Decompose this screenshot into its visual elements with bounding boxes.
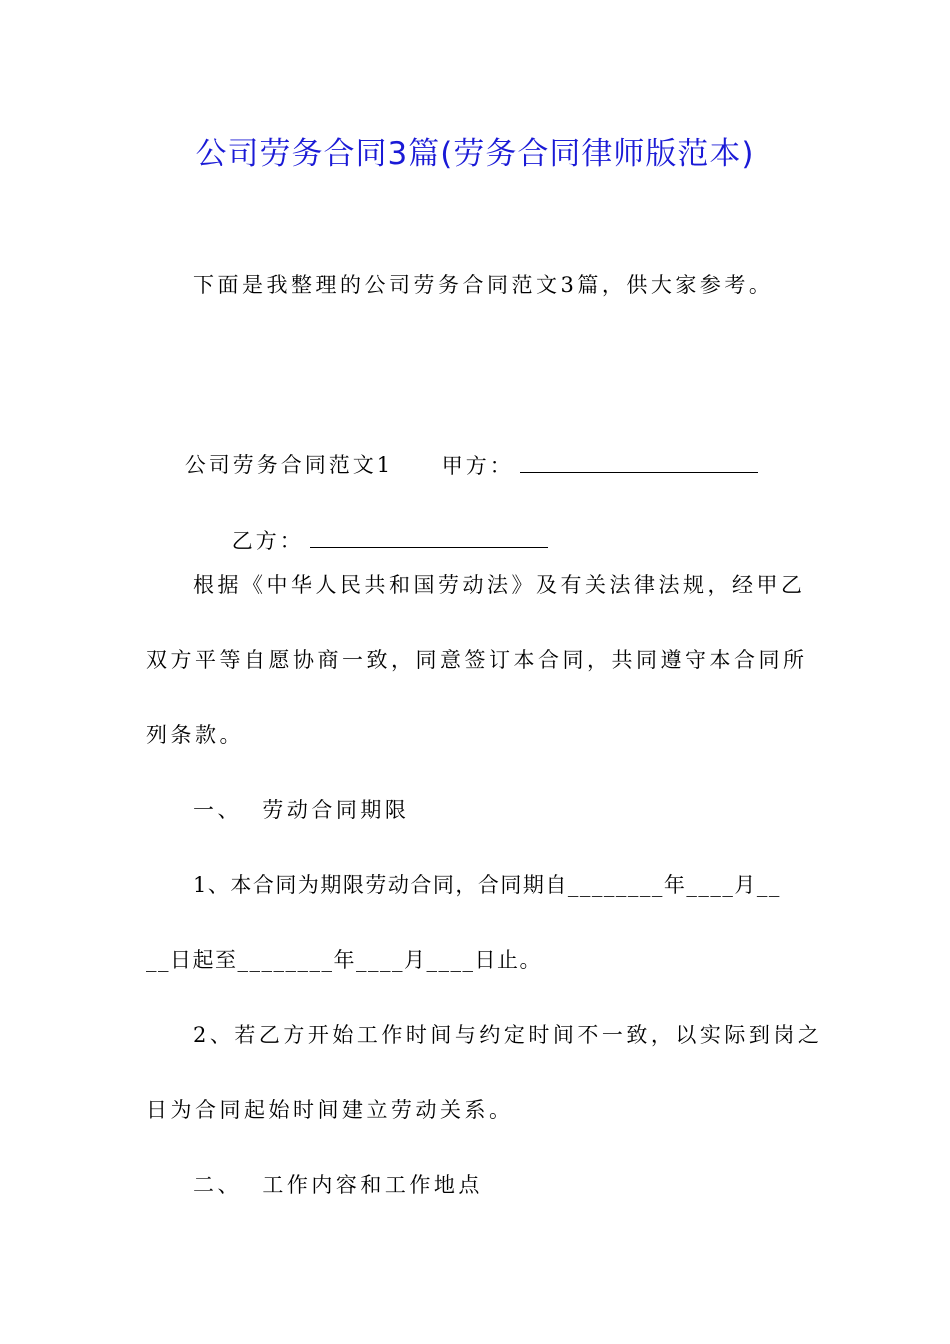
para1-line3: 列条款。 bbox=[146, 723, 244, 747]
section2-heading: 二、 工作内容和工作地点 bbox=[193, 1173, 483, 1197]
document-title: 公司劳务合同3篇(劳务合同律师版范本) bbox=[195, 136, 755, 172]
intro-paragraph: 下面是我整理的公司劳务合同范文3篇，供大家参考。 bbox=[193, 273, 774, 297]
item2-line2: 日为合同起始时间建立劳动关系。 bbox=[146, 1098, 514, 1122]
para1-line2: 双方平等自愿协商一致，同意签订本合同，共同遵守本合同所 bbox=[146, 648, 808, 672]
party-a-blank bbox=[520, 450, 758, 473]
sample1-heading: 公司劳务合同范文1 bbox=[184, 453, 394, 477]
item1-line2: __日起至________年____月____日止。 bbox=[146, 948, 542, 972]
para1-line1: 根据《中华人民共和国劳动法》及有关法律法规，经甲乙 bbox=[193, 573, 806, 597]
item1-line1: 1、本合同为期限劳动合同，合同期自________年____月__ bbox=[193, 873, 781, 897]
party-b-label: 乙方： bbox=[231, 529, 304, 553]
section1-heading: 一、 劳动合同期限 bbox=[193, 798, 410, 822]
party-a-label: 甲方： bbox=[441, 454, 514, 478]
party-b-blank bbox=[310, 525, 548, 548]
item2-line1: 2、若乙方开始工作时间与约定时间不一致，以实际到岗之 bbox=[193, 1023, 823, 1047]
